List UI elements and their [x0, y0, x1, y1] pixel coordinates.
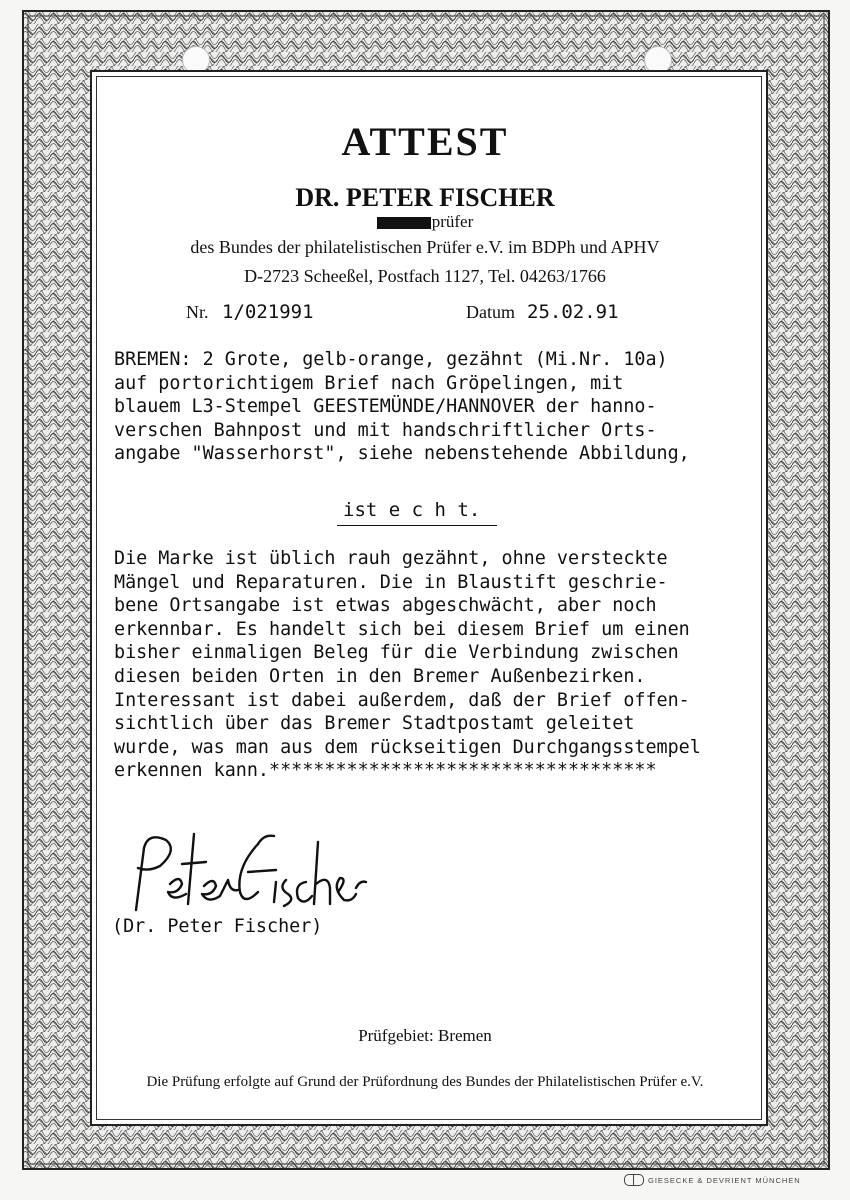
item-description: BREMEN: 2 Grote, gelb-orange, gezähnt (Mi.Nr. 10a) auf portorichtigem Brief nach Gröpelingen, mit blauem L3-Stempel GEESTEMÜNDE/HANNOVER der hanno- verschen Bahnpost und mit handschriftlicher Orts- angabe "Wasserhorst", siehe nebenstehende Abbildung,	[114, 349, 690, 465]
condition-details: Die Marke ist üblich rauh gezähnt, ohne versteckte Mängel und Reparaturen. Die in Blaustift geschrie- bene Ortsangabe ist etwas abgeschwächt, aber noch erkennbar. Es handelt sich bei diesem Brief um einen bisher einmaligen Beleg für die Verbindung zwischen diesen beiden Orten in den Bremer Außenbezirken. Interessant ist dabei außerdem, daß der Brief offen- sichtlich über das Bremer Stadtpostamt geleitet wurde, was man aus dem rückseitigen Durchgangsstempel erkennen kann.***********************************	[114, 548, 701, 782]
verdict-underline	[337, 525, 497, 526]
address-line: D-2723 Scheeßel, Postfach 1127, Tel. 04263/1766	[244, 266, 606, 286]
date-label: Datum	[466, 302, 515, 322]
printer-text: GIESECKE & DEVRIENT MÜNCHEN	[648, 1175, 801, 1185]
nr-label: Nr.	[186, 302, 209, 322]
printer-imprint	[624, 1174, 801, 1186]
handwritten-signature	[108, 822, 368, 922]
printer-logo-icon	[624, 1174, 644, 1186]
examination-field: Prüfgebiet: Bremen	[358, 1026, 492, 1045]
nr-value: 1/021991	[222, 301, 314, 323]
verdict: ist e c h t.	[343, 499, 481, 521]
examiner-role	[0, 212, 850, 232]
regulation-note: Die Prüfung erfolgte auf Grund der Prüfordnung des Bundes der Philatelistischen Prüfer e.V.	[146, 1074, 704, 1090]
association-line: des Bundes der philatelistischen Prüfer e.V. im BDPh und APHV	[190, 237, 660, 257]
redacted-mark	[377, 217, 431, 229]
role-text: prüfer	[431, 212, 474, 231]
certificate-title: ATTEST	[341, 119, 509, 164]
examiner-name: DR. PETER FISCHER	[295, 183, 555, 212]
signer-name: (Dr. Peter Fischer)	[112, 916, 323, 937]
date-value: 25.02.91	[527, 301, 619, 323]
